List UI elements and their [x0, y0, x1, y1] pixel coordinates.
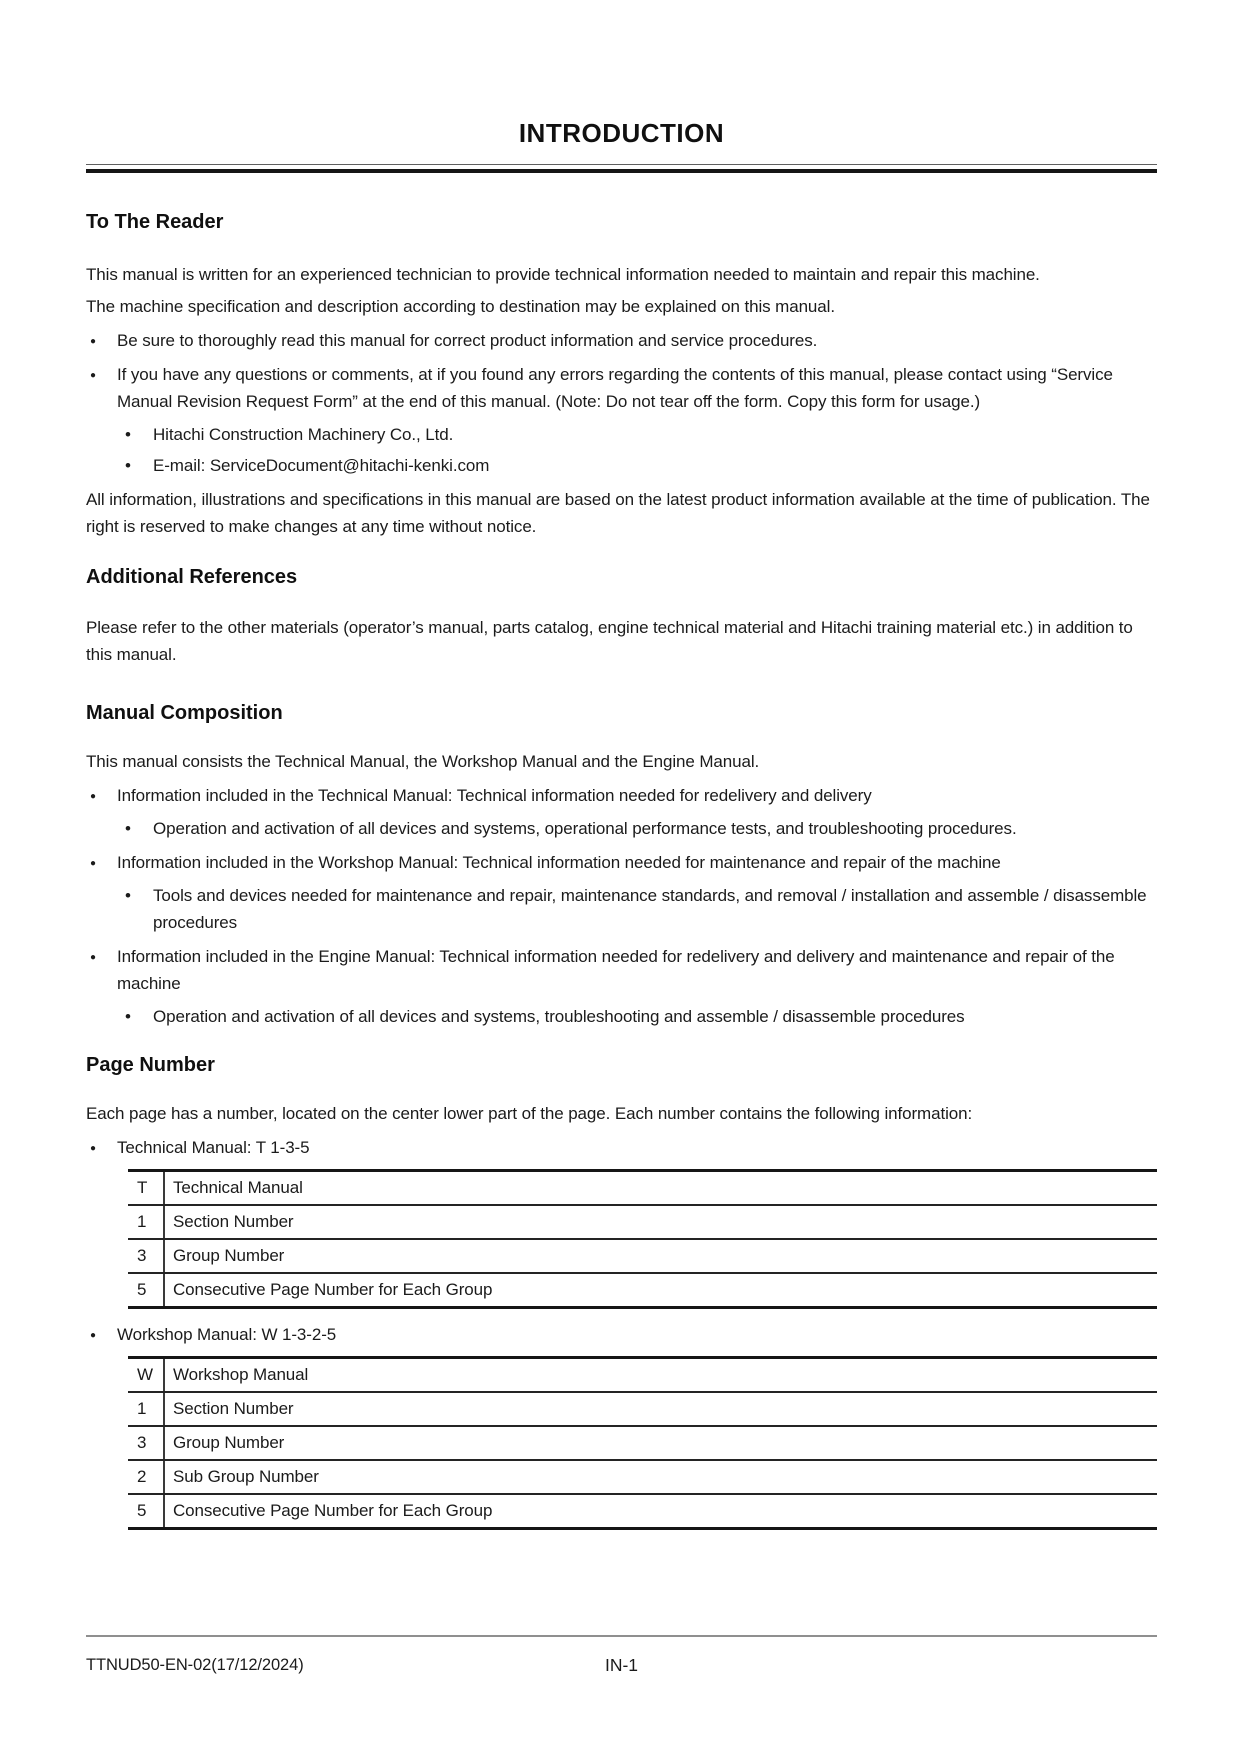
section-manual-composition: [86, 698, 1157, 1030]
table-row: [128, 1359, 1157, 1393]
table-cell-code: 1: [128, 1206, 165, 1238]
section-heading-to-the-reader: To The Reader: [86, 211, 224, 233]
bullet-item: [86, 782, 1157, 809]
sub-bullet-item: [86, 421, 1157, 448]
bullet-icon: [90, 361, 96, 391]
table-cell-code: W: [128, 1359, 165, 1391]
bullet-text: Technical Manual: T 1-3-5: [117, 1138, 310, 1157]
table-cell-description: Workshop Manual: [173, 1365, 309, 1384]
title-divider: [86, 164, 1157, 173]
bullet-text: Be sure to thoroughly read this manual for correct product information and service procedures.: [117, 331, 818, 350]
bullet-icon: [90, 943, 96, 973]
bullet-text: Information included in the Workshop Manual: Technical information needed for maintenance and repair of the machine: [117, 853, 1001, 872]
table-cell-description: Section Number: [173, 1212, 294, 1231]
sub-bullet-text: Hitachi Construction Machinery Co., Ltd.: [153, 425, 454, 444]
paragraph: Please refer to the other materials (operator’s manual, parts catalog, engine technical material and Hitachi training material etc.) in addition to this manual.: [86, 618, 1133, 664]
section-page-number: [86, 1050, 1157, 1530]
table-row: [128, 1461, 1157, 1495]
sub-bullet-text: Operation and activation of all devices and systems, troubleshooting and assemble / disassemble procedures: [153, 1007, 965, 1026]
table-cell-code: 2: [128, 1461, 165, 1493]
bullet-item: [86, 849, 1157, 876]
sub-bullet-icon: [125, 882, 131, 909]
document-code: TTNUD50-EN-02(17/12/2024): [86, 1656, 304, 1674]
table-cell-code: 5: [128, 1495, 165, 1527]
bullet-item: [86, 327, 1157, 354]
sub-bullet-icon: [125, 815, 131, 842]
table-cell-description: Section Number: [173, 1399, 294, 1418]
email-address-text: E-mail: ServiceDocument@hitachi-kenki.com: [153, 456, 490, 475]
section-heading-additional-references: Additional References: [86, 566, 298, 588]
sub-bullet-item: [86, 452, 1157, 479]
table-cell-code: 1: [128, 1393, 165, 1425]
sub-bullet-icon: [125, 421, 131, 448]
paragraph: This manual consists the Technical Manual, the Workshop Manual and the Engine Manual.: [86, 752, 760, 771]
table-cell-description: Consecutive Page Number for Each Group: [173, 1280, 493, 1299]
table-cell-description: Consecutive Page Number for Each Group: [173, 1501, 493, 1520]
bullet-text: Workshop Manual: W 1-3-2-5: [117, 1325, 337, 1344]
paragraph: The machine specification and description according to destination may be explained on this manual.: [86, 297, 835, 316]
sub-bullet-item: [86, 882, 1157, 936]
table-cell-code: 3: [128, 1427, 165, 1459]
table-row: [128, 1206, 1157, 1240]
paragraph: This manual is written for an experienced technician to provide technical information needed to maintain and repair this machine.: [86, 265, 1040, 284]
bullet-icon: [90, 782, 96, 812]
sub-bullet-item: [86, 1003, 1157, 1030]
table-cell-description: Group Number: [173, 1433, 285, 1452]
sub-bullet-icon: [125, 1003, 131, 1030]
bullet-icon: [90, 327, 96, 357]
bullet-text: Information included in the Engine Manual: Technical information needed for redelivery and delivery and maintenance and repair of the machine: [117, 947, 1115, 993]
sub-bullet-text: Operation and activation of all devices and systems, operational performance tests, and troubleshooting procedures.: [153, 819, 1017, 838]
table-row: [128, 1495, 1157, 1527]
sub-bullet-icon: [125, 452, 131, 479]
bullet-item: [86, 361, 1157, 415]
table-cell-code: 3: [128, 1240, 165, 1272]
bullet-item: [86, 1134, 1157, 1161]
section-heading-page-number: Page Number: [86, 1054, 215, 1076]
bullet-icon: [90, 1134, 96, 1164]
table-cell-code: T: [128, 1172, 165, 1204]
footer-divider: [86, 1635, 1157, 1637]
table-row: [128, 1240, 1157, 1274]
page-footer: [86, 1635, 1157, 1677]
page-title: INTRODUCTION: [518, 118, 725, 148]
table-cell-description: Group Number: [173, 1246, 285, 1265]
bullet-icon: [90, 1321, 96, 1351]
bullet-icon: [90, 849, 96, 879]
footer-row: [86, 1655, 1157, 1677]
technical-manual-page-number-table: [128, 1169, 1157, 1309]
table-cell-description: Technical Manual: [173, 1178, 303, 1197]
bullet-text: Information included in the Technical Manual: Technical information needed for redelivery and delivery: [117, 786, 872, 805]
sub-bullet-text: Tools and devices needed for maintenance and repair, maintenance standards, and removal / installation and assemble / disassemble procedures: [153, 886, 1147, 932]
table-row: [128, 1393, 1157, 1427]
paragraph: All information, illustrations and specifications in this manual are based on the latest product information available at the time of publication. The right is reserved to make changes at any time without notice.: [86, 490, 1150, 536]
section-additional-references: [86, 562, 1157, 668]
table-row: [128, 1172, 1157, 1206]
table-cell-code: 5: [128, 1274, 165, 1306]
section-heading-manual-composition: Manual Composition: [86, 702, 283, 724]
table-row: [128, 1274, 1157, 1306]
sub-bullet-item: [86, 815, 1157, 842]
paragraph: Each page has a number, located on the center lower part of the page. Each number contains the following information:: [86, 1104, 973, 1123]
bullet-text: If you have any questions or comments, at if you found any errors regarding the contents of this manual, please contact using “Service Manual Revision Request Form” at the end of this manual. (Note: Do not tear off the form. Copy this form for usage.): [117, 365, 1113, 411]
page-number-label: IN-1: [604, 1655, 639, 1675]
workshop-manual-page-number-table: [128, 1356, 1157, 1530]
table-cell-description: Sub Group Number: [173, 1467, 319, 1486]
bullet-item: [86, 1321, 1157, 1348]
section-to-the-reader: [86, 207, 1157, 540]
table-row: [128, 1427, 1157, 1461]
bullet-item: [86, 943, 1157, 997]
